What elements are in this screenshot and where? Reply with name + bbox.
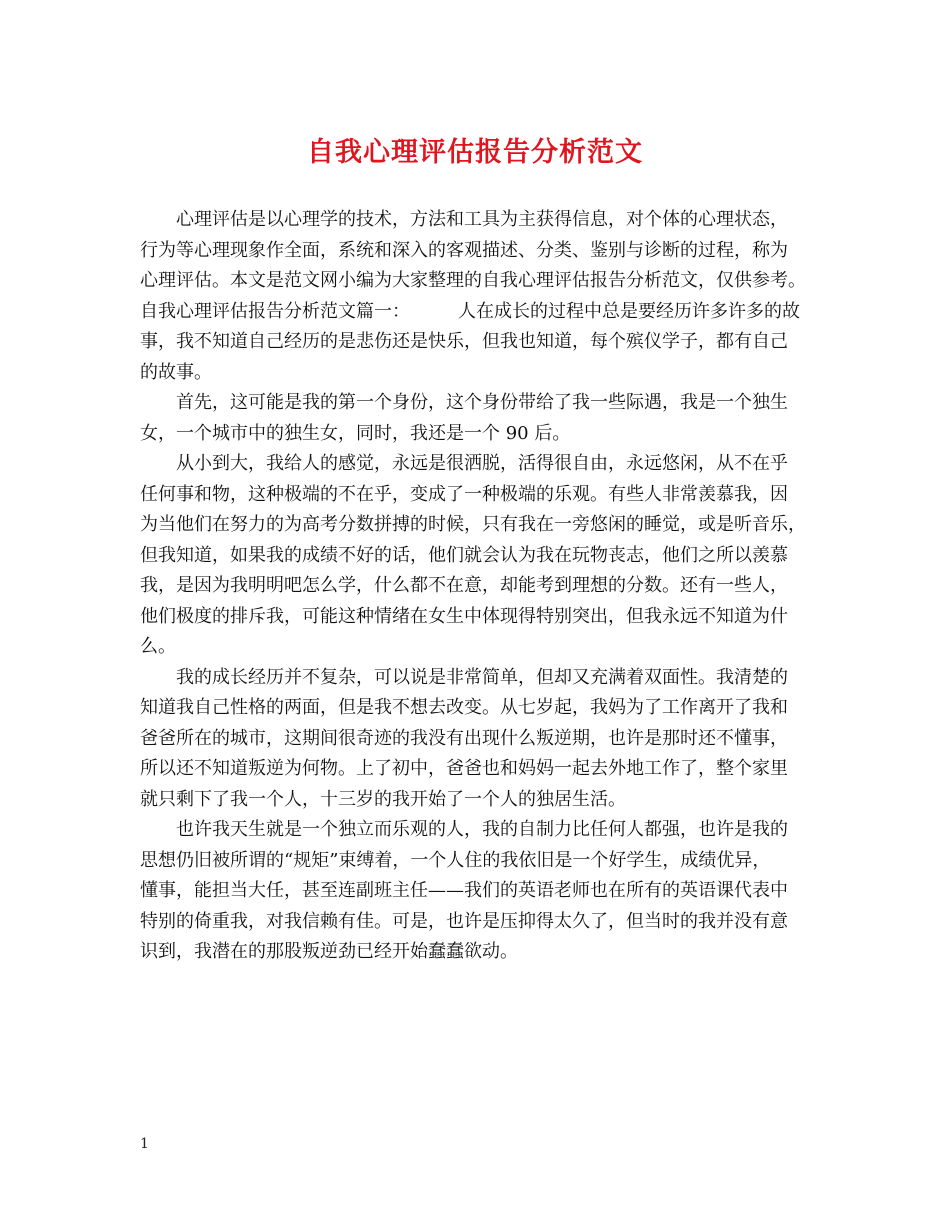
document-title: 自我心理评估报告分析范文 [307, 137, 643, 168]
paragraph-5 [140, 815, 816, 968]
text-line: 知道我自己性格的两面，但是我不想去改变。从七岁起，我妈为了工作离开了我和 [140, 697, 788, 718]
text-line: 爸爸所在的城市，这期间很奇迹的我没有出现什么叛逆期，也许是那时还不懂事， [140, 727, 788, 749]
paragraph-3 [140, 449, 816, 663]
text-line: 心理评估。本文是范文网小编为大家整理的自我心理评估报告分析范文，仅供参考。 [140, 270, 806, 291]
document-body [140, 205, 816, 968]
text-line: 心理评估是以心理学的技术，方法和工具为主获得信息，对个体的心理状态， [176, 209, 788, 230]
text-line: 为当他们在努力的为高考分数拼搏的时候，只有我在一旁悠闲的睡觉，或是听音乐， [140, 514, 806, 535]
paragraph-intro [140, 205, 816, 388]
text-line: 的故事。 [140, 361, 212, 383]
section-heading-text: 自我心理评估报告分析范文篇一： [140, 300, 410, 322]
text-line: 思想仍旧被所谓的“规矩”束缚着，一个人住的我依旧是一个好学生，成绩优异， [140, 849, 771, 871]
text-line: 所以还不知道叛逆为何物。上了初中，爸爸也和妈妈一起去外地工作了，整个家里 [140, 758, 788, 779]
text-line: 特别的倚重我，对我信赖有佳。可是，也许是压抑得太久了，但当时的我并没有意 [140, 910, 788, 932]
text-line: 么。 [140, 636, 176, 657]
text-line: 女，一个城市中的独生女，同时，我还是一个 90 后。 [140, 422, 571, 444]
page-number: 1 [140, 1136, 149, 1152]
text-line: 就只剩下了我一个人，十三岁的我开始了一个人的独居生活。 [140, 788, 626, 810]
text-line: 他们极度的排斥我，可能这种情绪在女生中体现得特别突出，但我永远不知道为什 [140, 605, 788, 627]
text-line: 首先，这可能是我的第一个身份，这个身份带给了我一些际遇，我是一个独生 [176, 392, 788, 413]
text-line: 行为等心理现象作全面，系统和深入的客观描述、分类、鉴别与诊断的过程，称为 [140, 239, 788, 261]
text-line: 但我知道，如果我的成绩不好的话，他们就会认为我在玩物丧志，他们之所以羡慕 [140, 544, 788, 566]
text-line: 也许我天生就是一个独立而乐观的人，我的自制力比任何人都强，也许是我的 [176, 819, 788, 840]
text-line: 从小到大，我给人的感觉，永远是很洒脱，活得很自由，永远悠闲，从不在乎 [176, 453, 788, 474]
text-line: 懂事，能担当大任，甚至连副班主任——我们的英语老师也在所有的英语课代表中 [140, 880, 788, 901]
text-line: 任何事和物，这种极端的不在乎，变成了一种极端的乐观。有些人非常羡慕我，因 [140, 483, 788, 505]
paragraph-4 [140, 663, 816, 816]
text-line: 我的成长经历并不复杂，可以说是非常简单，但却又充满着双面性。我清楚的 [176, 666, 788, 688]
text-fragment: 人在成长的过程中总是要经历许多许多的故 [458, 300, 800, 322]
text-line: 识到，我潜在的那股叛逆劲已经开始蠢蠢欲动。 [140, 941, 518, 962]
text-line [140, 297, 816, 328]
text-line: 事，我不知道自己经历的是悲伤还是快乐，但我也知道，每个殡仪学子，都有自己 [140, 331, 788, 352]
paragraph-2 [140, 388, 816, 449]
text-line: 我，是因为我明明吧怎么学，什么都不在意，却能考到理想的分数。还有一些人， [140, 575, 788, 596]
